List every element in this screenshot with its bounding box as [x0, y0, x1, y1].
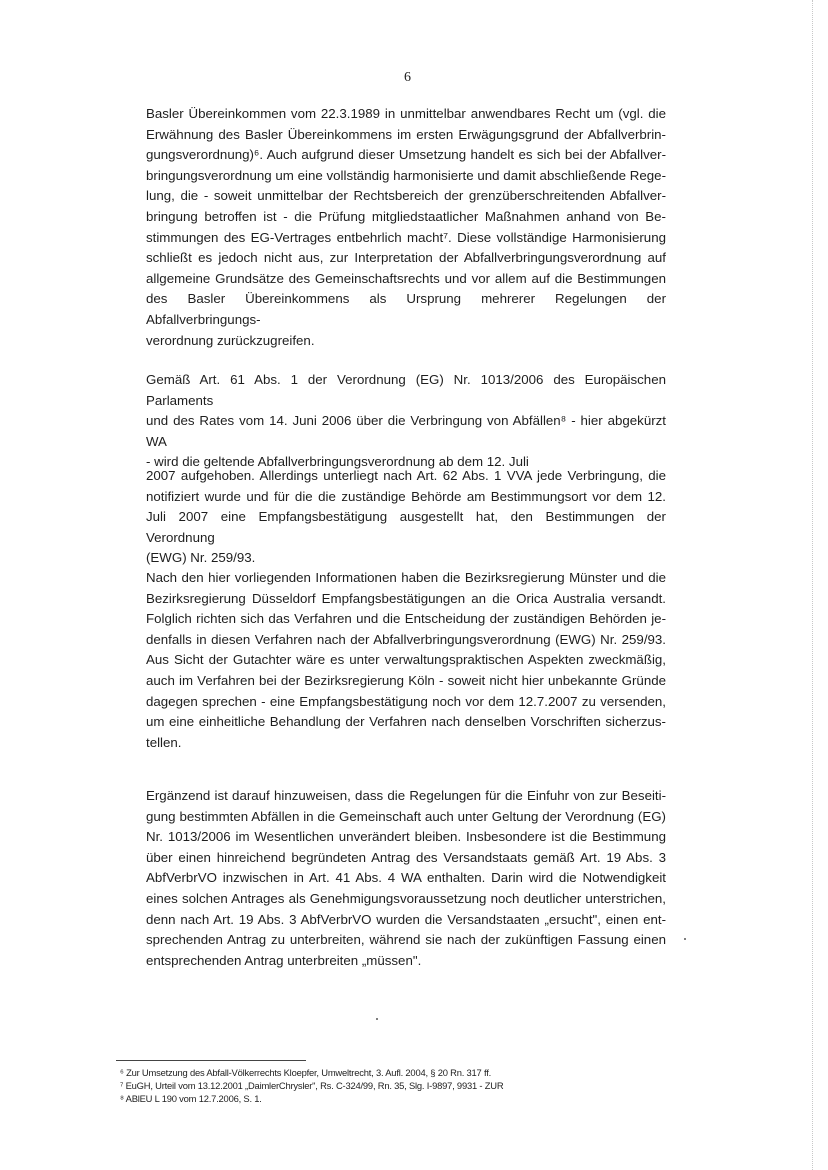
text-line: Nr. 1013/2006 im Wesentlichen unverändert bleiben. Insbesondere ist die Bestimmung	[146, 829, 666, 845]
footnote-8: ⁸ ABlEU L 190 vom 12.7.2006, S. 1.	[120, 1093, 262, 1104]
text-line: Aus Sicht der Gutachter wäre es unter verwaltungspraktischen Aspekten zweckmäßig,	[146, 652, 666, 668]
text-line: eines solchen Antrages als Genehmigungsvoraussetzung noch deutlicher unterstrichen,	[146, 890, 666, 906]
footnote-7: ⁷ EuGH, Urteil vom 13.12.2001 „DaimlerChrysler", Rs. C-324/99, Rn. 35, Slg. I-9897, 9931 - ZUR	[120, 1080, 504, 1091]
text-line: und des Rates vom 14. Juni 2006 über die Verbringung von Abfällen⁸ - hier abgekürzt WA	[146, 413, 666, 449]
paragraph-2	[146, 370, 666, 473]
text-line: sprechenden Antrag zu unterbreiten, während sie nach der zukünftigen Fassung einen	[146, 932, 666, 948]
footnote-rule	[116, 1060, 306, 1061]
text-line: allgemeine Grundsätze des Gemeinschaftsrechts und vor allem auf die Bestimmungen	[146, 270, 666, 286]
text-line: stimmungen des EG-Vertrages entbehrlich macht⁷. Diese vollständige Harmonisierung	[146, 229, 666, 245]
text-line: Ergänzend ist darauf hinzuweisen, dass die Regelungen für die Einfuhr von zur Beseiti-	[146, 788, 666, 803]
text-line: AbfVerbrVO inzwischen in Art. 41 Abs. 4 WA enthalten. Darin wird die Notwendigkeit	[146, 870, 666, 886]
text-line: notifiziert wurde und für die die zuständige Behörde am Bestimmungsort vor dem 12.	[146, 488, 666, 504]
footnotes	[120, 1066, 680, 1105]
text-line: denfalls in diesen Verfahren nach der Abfallverbringungsverordnung (EWG) Nr. 259/93.	[146, 631, 666, 647]
text-line: bringungsverordnung um eine vollständig harmonisierte und damit abschließende Rege-	[146, 167, 666, 183]
text-line: tellen.	[146, 734, 182, 750]
text-line: Erwähnung des Basler Übereinkommens im ersten Erwägungsgrund der Abfallverbrin-	[146, 126, 666, 142]
text-line: dagegen sprechen - eine Empfangsbestätigung noch vor dem 12.7.2007 zu versenden,	[146, 693, 666, 709]
text-line: auch im Verfahren bei der Bezirksregierung Köln - soweit nicht hier unbekannte Gründe	[146, 672, 666, 688]
scan-speck	[684, 938, 686, 940]
text-line: Basler Übereinkommen vom 22.3.1989 in unmittelbar anwendbares Recht um (vgl. die	[146, 106, 666, 121]
text-line: lung, die - soweit unmittelbar der Rechtsbereich der grenzüberschreitenden Abfallver-	[146, 188, 666, 204]
paragraph-5	[146, 786, 666, 971]
paragraph-4	[146, 568, 666, 753]
text-line: (EWG) Nr. 259/93.	[146, 550, 256, 566]
scan-speck	[376, 1018, 378, 1020]
text-line: des Basler Übereinkommens als Ursprung mehrerer Regelungen der Abfallverbringungs-	[146, 291, 666, 327]
text-line: Folglich richten sich das Verfahren und die Entscheidung der zuständigen Behörden je-	[146, 611, 666, 627]
text-line: Juli 2007 eine Empfangsbestätigung ausgestellt hat, den Bestimmungen der Verordnung	[146, 509, 666, 545]
text-line: bringung betroffen ist - die Prüfung mitgliedstaatlicher Maßnahmen anhand von Be-	[146, 208, 666, 224]
paragraph-1	[146, 104, 666, 351]
footnote-6: ⁶ Zur Umsetzung des Abfall-Völkerrechts Kloepfer, Umweltrecht, 3. Aufl. 2004, § 20 Rn. 317 ff.	[120, 1067, 492, 1078]
text-line: über einen hinreichend begründeten Antrag des Versandstaats gemäß Art. 19 Abs. 3	[146, 849, 666, 865]
text-line: um eine einheitliche Behandlung der Verfahren nach denselben Vorschriften sicherzus-	[146, 714, 666, 730]
scan-margin-line	[812, 0, 814, 1170]
text-line: gung bestimmten Abfällen in die Gemeinschaft auch unter Geltung der Verordnung (EG)	[146, 808, 666, 824]
text-line: Nach den hier vorliegenden Informationen haben die Bezirksregierung Münster und die	[146, 570, 666, 585]
text-line: Bezirksregierung Düsseldorf Empfangsbestätigungen an die Orica Australia versandt.	[146, 590, 666, 606]
text-line: schließt es jedoch nicht aus, zur Interpretation der Abfallverbringungsverordnung auf	[146, 250, 666, 266]
text-line: entsprechenden Antrag unterbreiten „müssen".	[146, 952, 422, 968]
text-line: - wird die geltende Abfallverbringungsverordnung ab dem 12. Juli	[146, 454, 529, 470]
paragraph-3	[146, 466, 666, 569]
text-line: 2007 aufgehoben. Allerdings unterliegt nach Art. 62 Abs. 1 VVA jede Verbringung, die	[146, 468, 666, 483]
text-line: gungsverordnung)⁶. Auch aufgrund dieser Umsetzung handelt es sich bei der Abfallver-	[146, 147, 666, 163]
text-line: verordnung zurückzugreifen.	[146, 332, 315, 348]
page-number: 6	[404, 70, 411, 85]
text-line: denn nach Art. 19 Abs. 3 AbfVerbrVO wurden die Versandstaaten „ersucht", einen ent-	[146, 911, 666, 927]
text-line: Gemäß Art. 61 Abs. 1 der Verordnung (EG) Nr. 1013/2006 des Europäischen Parlaments	[146, 372, 666, 408]
